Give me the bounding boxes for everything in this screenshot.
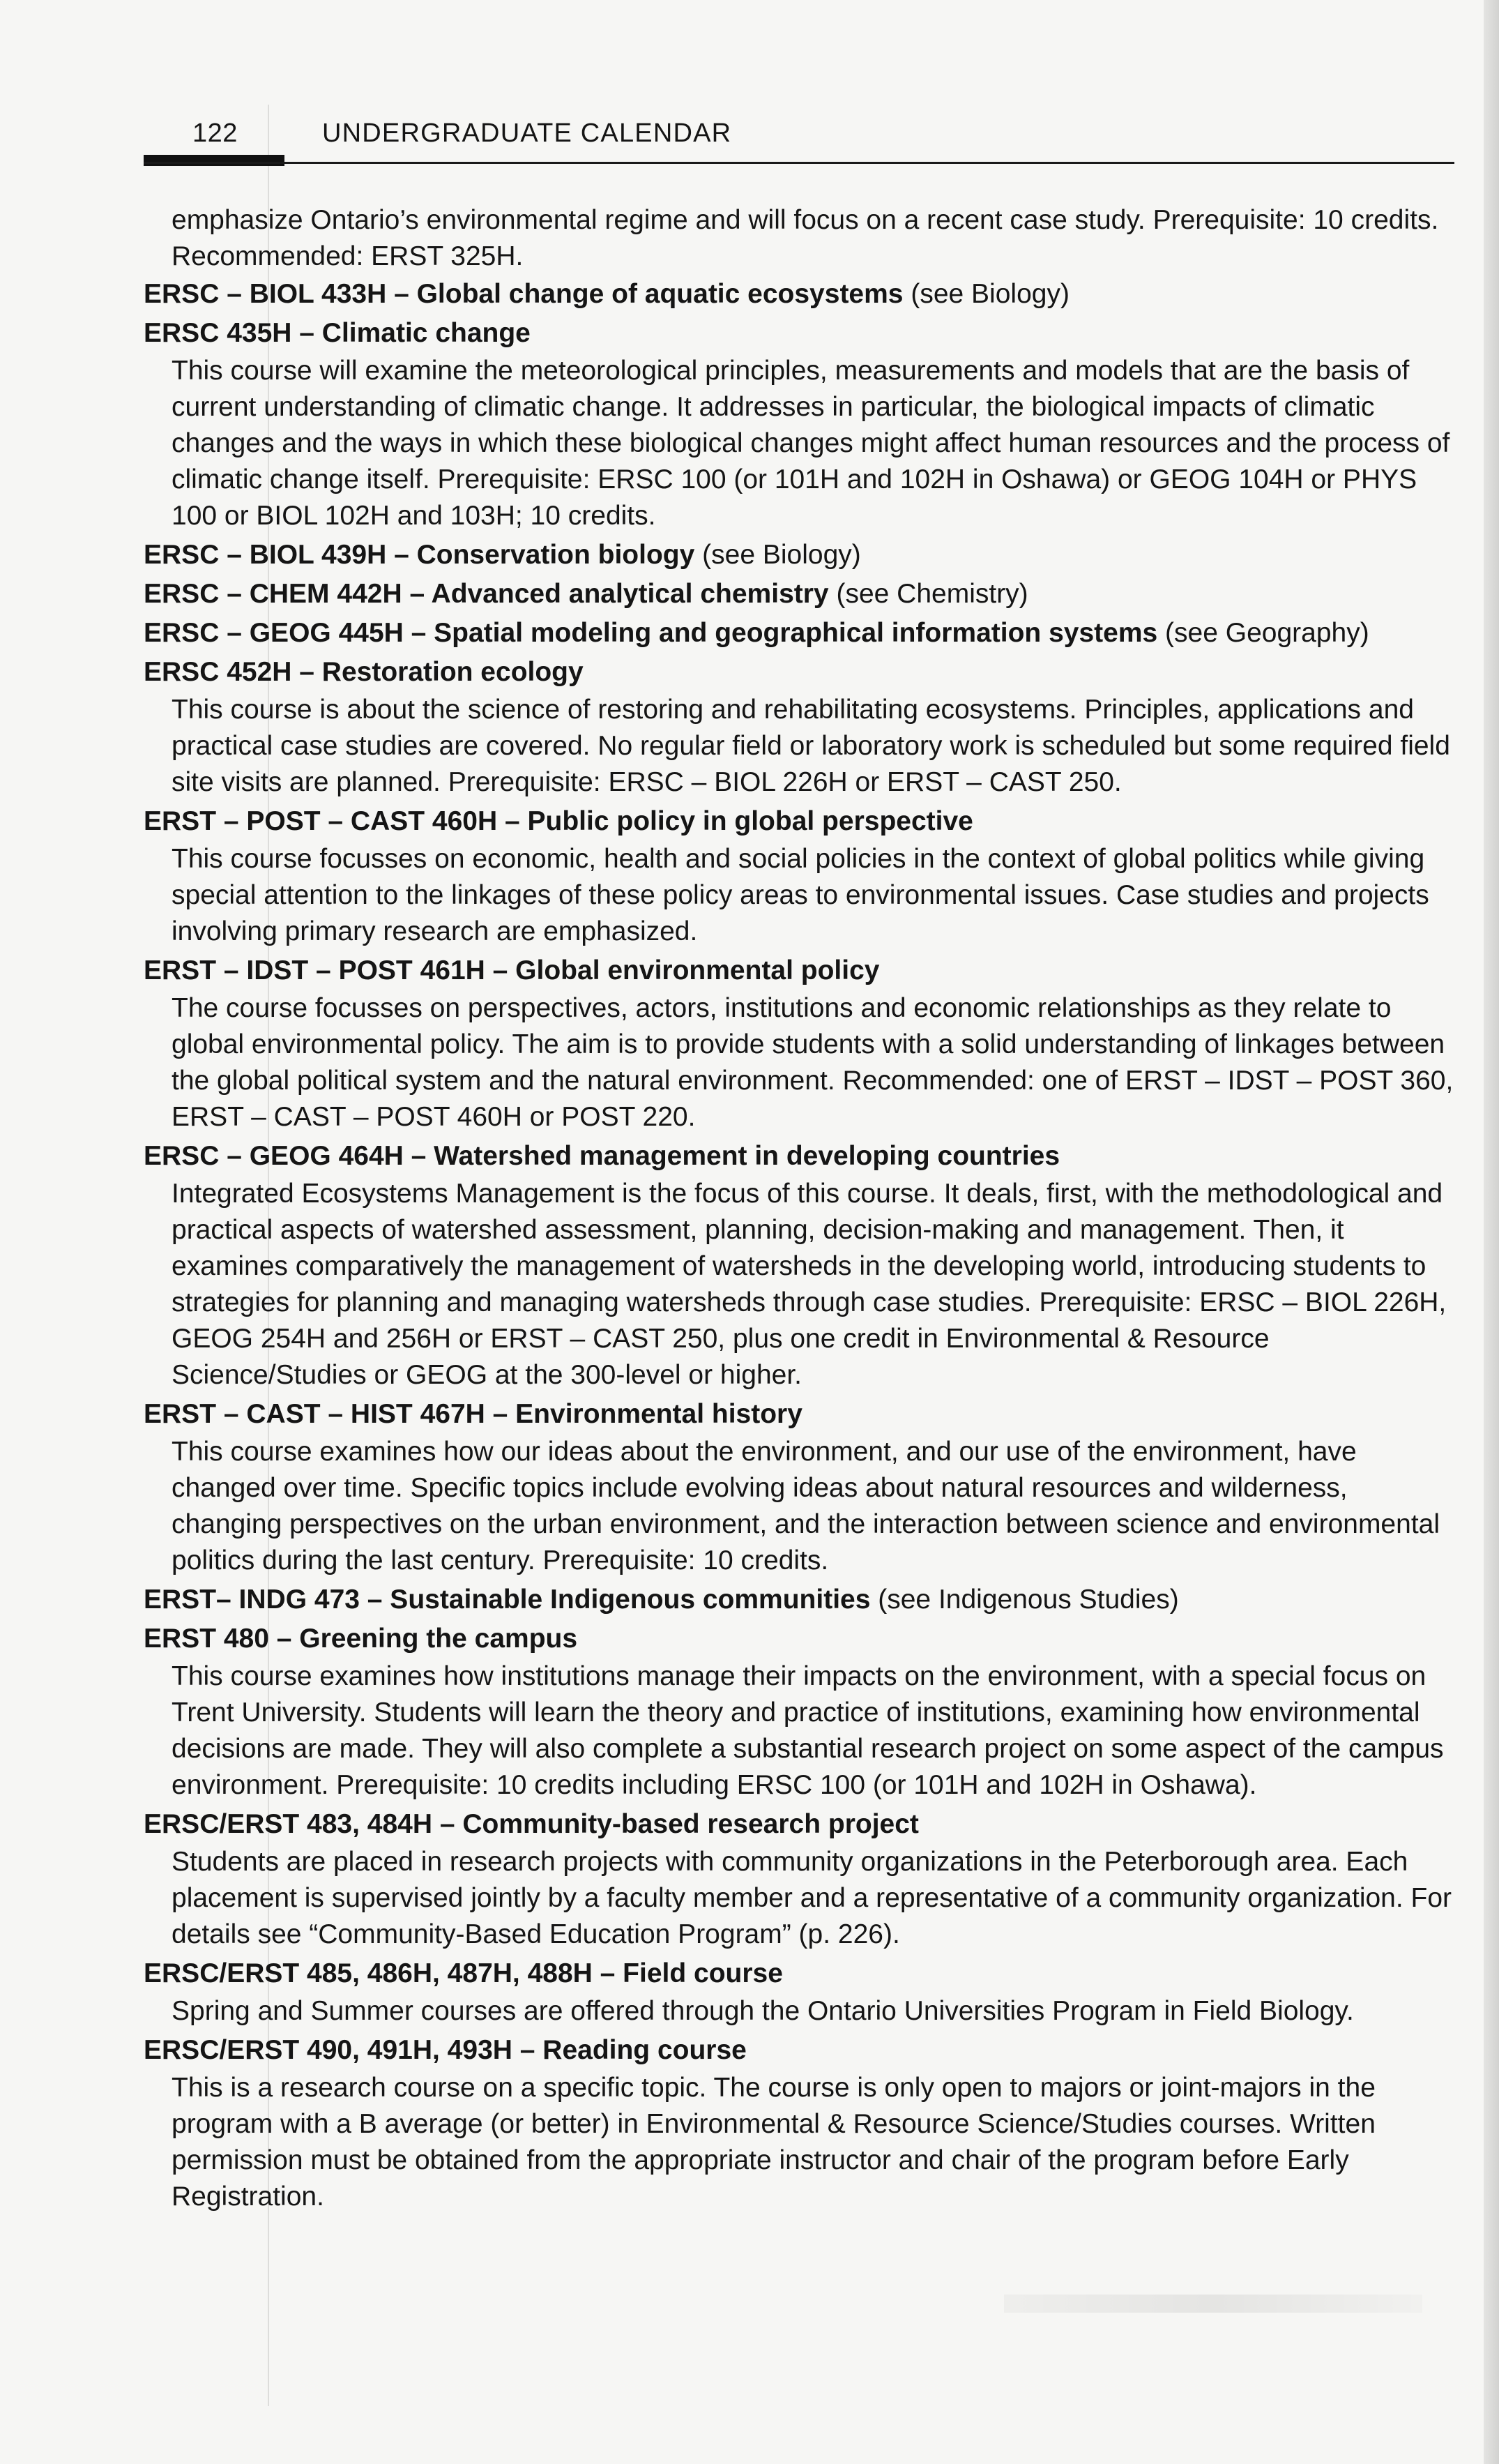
course-heading [144, 1580, 1454, 1619]
course-code-title: ERSC – BIOL 439H – Conservation biology [144, 540, 695, 570]
page-number: 122 [192, 119, 238, 148]
cross-reference: (see Geography) [1157, 618, 1369, 648]
course-description: This course is about the science of restoring and rehabilitating ecosystems. Principles, applications and practical case studies are covered. No regular field or laboratory work is scheduled but some required field site visits are planned. Prerequisite: ERSC – BIOL 226H or ERST – CAST 250. [172, 695, 1450, 797]
course-code-title: ERSC/ERST 490, 491H, 493H – Reading course [144, 2035, 747, 2065]
course-entry [144, 275, 1454, 314]
course-heading [144, 2031, 1454, 2070]
course-heading [144, 1137, 1454, 1176]
course-heading [144, 1954, 1454, 1993]
course-code-title: ERSC – BIOL 433H – Global change of aquatic ecosystems [144, 279, 904, 309]
course-heading [144, 802, 1454, 841]
course-code-title: ERSC 435H – Climatic change [144, 318, 531, 348]
course-entry [144, 1395, 1454, 1579]
course-entry [144, 536, 1454, 575]
course-description: The course focusses on perspectives, actors, institutions and economic relationships as they relate to global environmental policy. The aim is to provide students with a solid understanding of linkages between the global political system and the natural environment. Recommended: one of ERST – IDST – POST 360, ERST – CAST – POST 460H or POST 220. [172, 993, 1454, 1132]
intro-paragraph: emphasize Ontario’s environmental regime and will focus on a recent case study. Prerequisite: 10 credits. Recommended: ERST 325H. [172, 205, 1439, 271]
course-heading [144, 1805, 1454, 1844]
course-code-title: ERSC – GEOG 445H – Spatial modeling and geographical information systems [144, 618, 1158, 648]
header-rule-thick [144, 155, 284, 166]
course-code-title: ERST – CAST – HIST 467H – Environmental history [144, 1399, 802, 1429]
course-entry [144, 1137, 1454, 1393]
course-code-title: ERST – POST – CAST 460H – Public policy in global perspective [144, 806, 973, 836]
course-entry [144, 1619, 1454, 1804]
course-entry [144, 614, 1454, 653]
header-rule [144, 162, 1454, 164]
course-heading [144, 1619, 1454, 1658]
course-description: This course will examine the meteorological principles, measurements and models that are the basis of current understanding of climatic change. It addresses in particular, the biological impacts of climatic changes and the ways in which these biological changes might affect human resources and the process of climatic change itself. Prerequisite: ERSC 100 (or 101H and 102H in Oshawa) or GEOG 104H or PHYS 100 or BIOL 102H and 103H; 10 credits. [172, 356, 1450, 531]
cross-reference: (see Indigenous Studies) [870, 1585, 1179, 1615]
course-code-title: ERSC – GEOG 464H – Watershed management in developing countries [144, 1141, 1060, 1171]
course-entry [144, 802, 1454, 950]
course-heading [144, 614, 1454, 653]
course-description: This course focusses on economic, health and social policies in the context of global politics while giving special attention to the linkages of these policy areas to environmental issues. Case studies and projects involving primary research are emphasized. [172, 844, 1429, 946]
running-head: UNDERGRADUATE CALENDAR [322, 119, 732, 148]
cross-reference: (see Biology) [903, 279, 1070, 309]
course-entries [144, 275, 1454, 2215]
course-entry [144, 1580, 1454, 1619]
course-code-title: ERSC/ERST 483, 484H – Community-based research project [144, 1809, 919, 1839]
course-description: This is a research course on a specific topic. The course is only open to majors or joint-majors in the program with a B average (or better) in Environmental & Resource Science/Studies courses. Written permission must be obtained from the appropriate instructor and chair of the program before Early Registration. [172, 2073, 1376, 2212]
course-entry [144, 653, 1454, 801]
course-code-title: ERST– INDG 473 – Sustainable Indigenous communities [144, 1585, 871, 1615]
course-code-title: ERST 480 – Greening the campus [144, 1624, 578, 1654]
cross-reference: (see Chemistry) [828, 579, 1028, 609]
course-listing [144, 202, 1454, 2216]
course-description: Integrated Ecosystems Management is the focus of this course. It deals, first, with the methodological and practical aspects of watershed assessment, planning, decision-making and management. Then, it examines comparatively the management of watersheds in the developing world, introducing students to strategies for planning and managing watersheds through case studies. Prerequisite: ERSC – BIOL 226H, GEOG 254H and 256H or ERST – CAST 250, plus one credit in Environmental & Resource Science/Studies or GEOG at the 300-level or higher. [172, 1179, 1447, 1390]
course-heading [144, 951, 1454, 990]
page-header [144, 117, 1454, 173]
course-entry [144, 314, 1454, 534]
course-code-title: ERSC/ERST 485, 486H, 487H, 488H – Field course [144, 1958, 783, 1988]
course-entry [144, 2031, 1454, 2215]
course-heading [144, 536, 1454, 575]
course-heading [144, 275, 1454, 314]
page-edge [1484, 0, 1499, 2464]
course-heading [144, 653, 1454, 692]
course-description: This course examines how our ideas about the environment, and our use of the environment, have changed over time. Specific topics include evolving ideas about natural resources and wilderness, changing perspectives on the urban environment, and the interaction between science and environmental politics during the last century. Prerequisite: 10 credits. [172, 1437, 1440, 1575]
course-code-title: ERSC 452H – Restoration ecology [144, 657, 584, 687]
cross-reference: (see Biology) [694, 540, 861, 570]
course-entry [144, 575, 1454, 614]
bleed-through-shadow [1004, 2295, 1422, 2313]
course-description: This course examines how institutions manage their impacts on the environment, with a special focus on Trent University. Students will learn the theory and practice of institutions, examining how environmental decisions are made. They will also complete a substantial research project on some aspect of the campus environment. Prerequisite: 10 credits including ERSC 100 (or 101H and 102H in Oshawa). [172, 1661, 1444, 1800]
course-heading [144, 575, 1454, 614]
course-description: Students are placed in research projects with community organizations in the Peterborough area. Each placement is supervised jointly by a faculty member and a representative of a community organization. For details see “Community-Based Education Program” (p. 226). [172, 1847, 1452, 1949]
course-heading [144, 314, 1454, 353]
course-code-title: ERSC – CHEM 442H – Advanced analytical chemistry [144, 579, 829, 609]
course-description: Spring and Summer courses are offered through the Ontario Universities Program in Field Biology. [172, 1996, 1354, 2026]
course-entry [144, 951, 1454, 1135]
course-code-title: ERST – IDST – POST 461H – Global environmental policy [144, 955, 880, 985]
course-entry [144, 1954, 1454, 2030]
course-entry [144, 1805, 1454, 1953]
course-heading [144, 1395, 1454, 1434]
